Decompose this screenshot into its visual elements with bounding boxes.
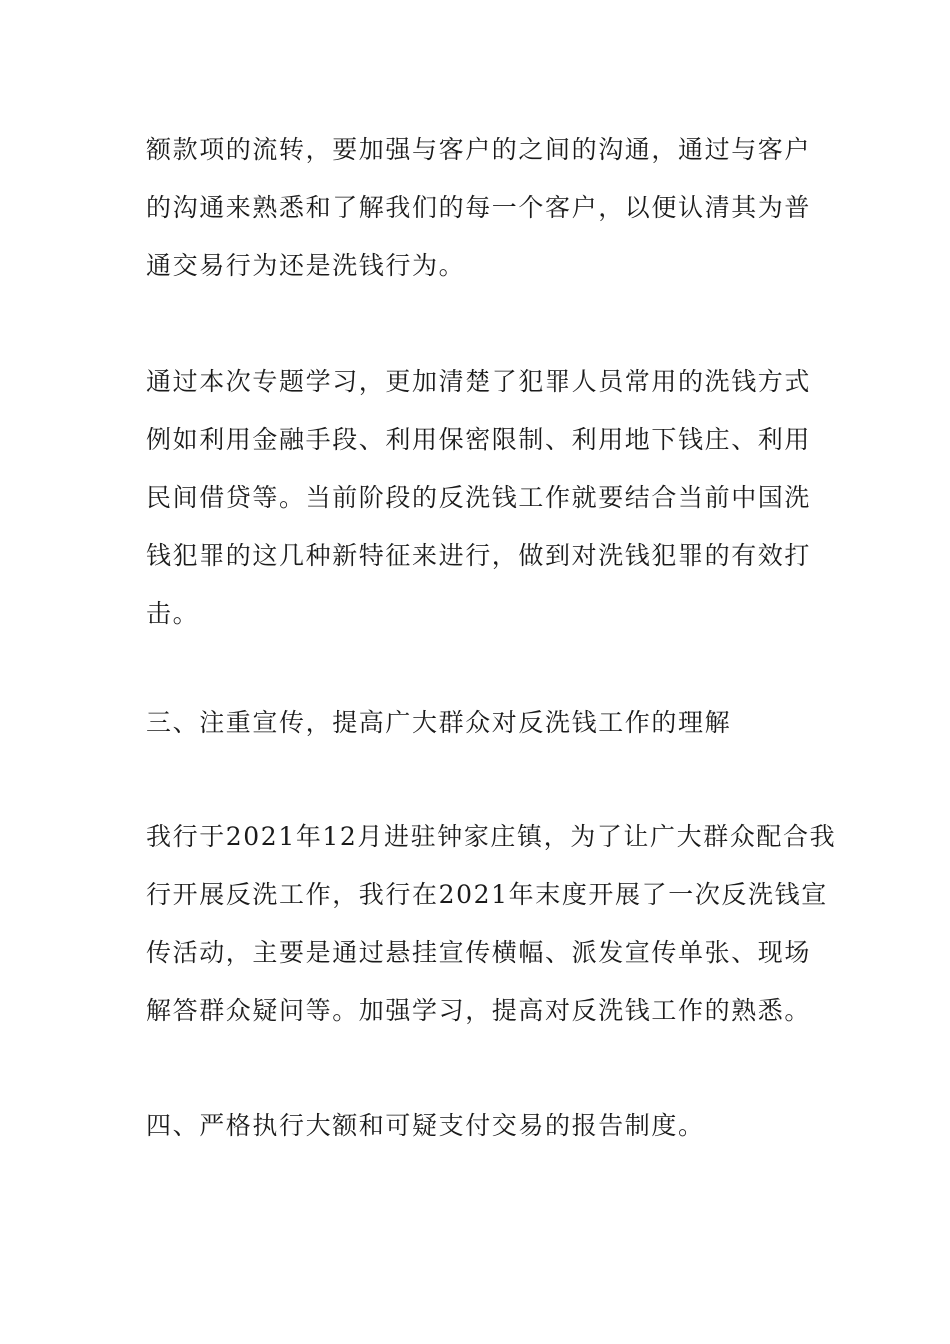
heading-line: 四、严格执行大额和可疑支付交易的报告制度。 <box>146 1111 705 1140</box>
text-line: 我行于2021年12月进驻钟家庄镇，为了让广大群众配合我 <box>146 822 837 851</box>
text-line: 通过本次专题学习，更加清楚了犯罪人员常用的洗钱方式 <box>146 367 812 396</box>
text-line: 传活动，主要是通过悬挂宣传横幅、派发宣传单张、现场 <box>146 938 812 967</box>
section-heading-four <box>146 1107 705 1165</box>
section-heading-three <box>146 704 731 762</box>
text-line: 钱犯罪的这几种新特征来进行，做到对洗钱犯罪的有效打 <box>146 541 812 570</box>
text-line: 通交易行为还是洗钱行为。 <box>146 251 466 280</box>
text-line: 例如利用金融手段、利用保密限制、利用地下钱庄、利用 <box>146 425 812 454</box>
text-line: 的沟通来熟悉和了解我们的每一个客户，以便认清其为普 <box>146 193 812 222</box>
text-line: 击。 <box>146 599 200 628</box>
text-line: 解答群众疑问等。加强学习，提高对反洗钱工作的熟悉。 <box>146 996 812 1025</box>
text-line: 额款项的流转，要加强与客户的之间的沟通，通过与客户 <box>146 135 812 164</box>
paragraph-study-methods <box>146 363 811 653</box>
text-line: 行开展反洗工作，我行在2021年末度开展了一次反洗钱宣 <box>146 880 828 909</box>
paragraph-client-communication <box>146 131 811 305</box>
text-line: 民间借贷等。当前阶段的反洗钱工作就要结合当前中国洗 <box>146 483 812 512</box>
heading-line: 三、注重宣传，提高广大群众对反洗钱工作的理解 <box>146 708 732 737</box>
paragraph-publicity-campaign <box>146 818 836 1050</box>
